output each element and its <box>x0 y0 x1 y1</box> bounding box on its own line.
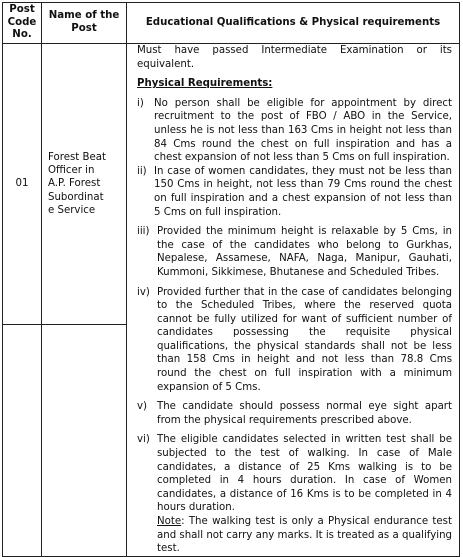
requirement-item <box>137 400 452 427</box>
requirement-item <box>137 225 452 279</box>
requirement-text: Provided the minimum height is relaxable by 5 Cms, in the case of the candidates who belong to Gurkhas, Nepalese, Assamese, NAFA, Naga, Manipur, Gauhati, Kummoni, Sikkimese, Bhutanese and Scheduled Tribes. <box>157 226 452 278</box>
requirement-text: No person shall be eligible for appointment by direct recruitment to the post of FBO / ABO in the Service, unless he is not less than 163 Cms in height not less than 84 Cms round the chest on full inspiration and has a chest expansion of not less than 5 Cms on full inspiration. <box>154 97 452 164</box>
post-name-cell-continued <box>42 325 127 557</box>
requirement-number: v) <box>137 401 148 413</box>
post-code-header-line: Post <box>9 4 35 16</box>
requirement-text <box>157 433 452 555</box>
requirement-item <box>137 286 452 395</box>
requirement-number: iii) <box>137 226 150 238</box>
post-code-cell <box>3 44 42 325</box>
post-name-header-line: Post <box>71 23 97 34</box>
requirements-header: Educational Qualifications & Physical requirements <box>127 3 460 44</box>
post-name-cell <box>42 44 127 325</box>
post-name-line: A.P. Forest <box>48 178 101 190</box>
requirements-cell <box>127 44 460 557</box>
requirement-number: i) <box>137 97 144 109</box>
note-label: Note <box>157 516 182 527</box>
post-name-line: e Service <box>48 204 96 216</box>
education-qualification: Must have passed Intermediate Examination or its equivalent. <box>137 45 452 70</box>
table-row <box>3 44 460 325</box>
post-name-line: Subordinat <box>48 191 104 203</box>
requirement-text: Provided further that in the case of candidates belonging to the Scheduled Tribes, where the reserved quota cannot be fully utilized for want of sufficient number of candidates possessing the requisite physical qualifications, the physical standards shall not be less than 158 Cms in height and not less than 78.8 Cms round the chest on full inspiration with a minimum expansion of 5 Cms. <box>157 286 452 393</box>
requirement-number: ii) <box>137 165 147 177</box>
requirements-table <box>2 2 460 557</box>
post-name-line: Officer in <box>48 165 95 177</box>
requirement-text: In case of women candidates, they must not be less than 150 Cms in height, not less than 79 Cms round the chest on full inspiration and a chest expansion of not less than 5 Cms on full inspiration. <box>154 165 452 218</box>
requirement-item <box>137 97 452 165</box>
requirement-text-body: The eligible candidates selected in written test shall be subjected to the test of walking. In case of Male candidates, a distance of 25 Kms walking is to be completed in 4 hours duration. In case of Women candidates, a distance of 16 Kms is to be completed in 4 hours duration. <box>157 434 452 514</box>
requirement-number: vi) <box>137 434 150 446</box>
post-code-header-line: Code <box>7 16 37 28</box>
post-code-cell-continued <box>3 325 42 557</box>
post-name-line: Forest Beat <box>48 151 106 163</box>
table-header-row <box>3 3 460 44</box>
post-code-value: 01 <box>15 178 29 190</box>
requirement-text: The candidate should possess normal eye sight apart from the physical requirements prescribed above. <box>157 401 452 426</box>
note-text: : The walking test is only a Physical endurance test and shall not carry any marks. It is treated as a qualifying test. <box>157 516 452 555</box>
post-name-header <box>42 3 127 44</box>
requirement-number: iv) <box>137 286 150 298</box>
post-name-header-line: Name of the <box>48 10 120 22</box>
post-code-header-line: No. <box>12 29 32 41</box>
physical-requirements-heading: Physical Requirements: <box>137 78 273 90</box>
post-code-header <box>3 3 42 44</box>
requirement-item <box>137 165 452 219</box>
requirement-item <box>137 433 452 555</box>
